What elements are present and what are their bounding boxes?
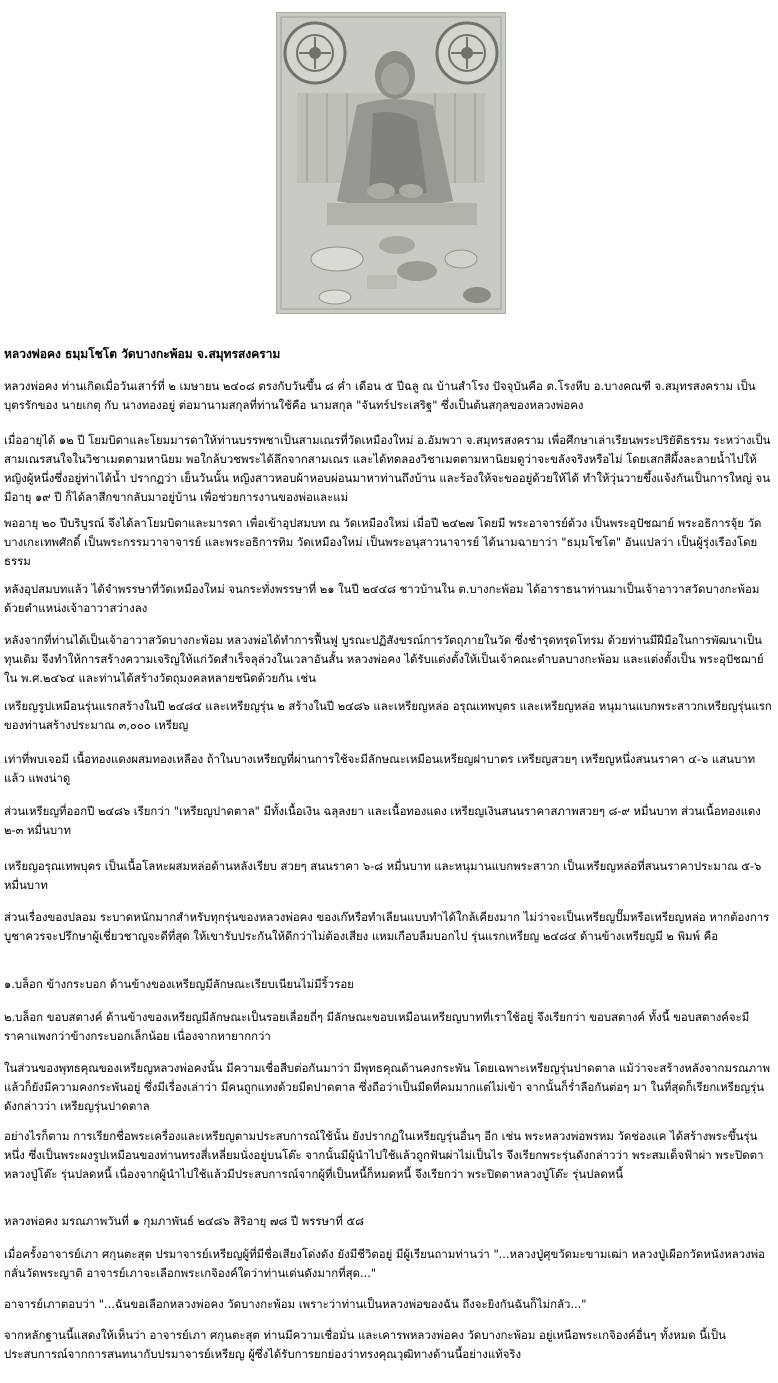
article-paragraph: เหรียญอรุณเทพบุตร เป็นเนื้อโลหะผสมหล่อด้านหลังเรียบ สวยๆ สนนราคา ๖-๘ หมื่นบาท และหนุมานแบกพระสาวก เป็นเหรียญหล่อที่สนนราคาประมาณ ๕-๖ หมื่นบาท: [4, 859, 762, 892]
article-paragraph: เหรียญรูปเหมือนรุ่นแรกสร้างในปี ๒๔๘๔ และเหรียญรุ่น ๒ สร้างในปี ๒๔๘๖ และเหรียญหล่อ อรุณเทพบุตร และเหรียญหล่อ หนุมานแบกพระสาวกเหรียญรุ่นแรกของท่านสร้างประมาณ ๓,๐๐๐ เหรียญ: [4, 699, 772, 732]
article-paragraph: หลวงพ่อคง มรณภาพวันที่ ๑ กุมภาพันธ์ ๒๔๘๖ สิริอายุ ๗๘ ปี พรรษาที่ ๕๘: [4, 1214, 364, 1228]
article-paragraph: หลังอุปสมบทแล้ว ได้จำพรรษาที่วัดเหมืองใหม่ จนกระทั่งพรรษาที่ ๒๑ ในปี ๒๔๔๘ ชาวบ้านใน ต.บางกะพ้อม ได้อาราธนาท่านมาเป็นเจ้าอาวาสวัดบางกะพ้อม ด้วยตำแหน่งเจ้าอาวาสว่างลง: [4, 582, 760, 615]
article-paragraph: หลังจากที่ท่านได้เป็นเจ้าอาวาสวัดบางกะพ้อม หลวงพ่อได้ทำการฟื้นฟู บูรณะปฏิสังขรณ์การวัตถุภายในวัด ซึ่งชำรุดทรุดโทรม ด้วยท่านมีฝีมือในการพัฒนาเป็นทุนเดิม จึงทำให้การสร้างความเจริญให้แก่วัดสำเร็จลุล่วงในเวลาอันสั้น หลวงพ่อคง ได้รับแต่งตั้งให้เป็นเจ้าคณะตำบลบางกะพ้อม และแต่งตั้งเป็น พระอุปัชฌาย์ ใน พ.ศ.๒๔๖๔ และท่านได้สร้างวัตถุมงคลหลายชนิดด้วยกัน เช่น: [4, 633, 764, 685]
article-paragraph: ๒.บล็อก ขอบสตางค์ ด้านข้างของเหรียญมีลักษณะเป็นรอยเลื่อยถี่ๆ มีลักษณะขอบเหมือนเหรียญบาทที่เราใช้อยู่ จึงเรียกว่า ขอบสตางค์ ทั้งนี้ ขอบสตางค์จะมีราคาแพงกว่าข้างกระบอกเล็กน้อย เนื่องจากหายากกว่า: [4, 1010, 750, 1043]
article-title: หลวงพ่อคง ธมฺมโชโต วัดบางกะพ้อม จ.สมุทรสงคราม: [4, 347, 281, 361]
article-paragraph: ส่วนเรื่องของปลอม ระบาดหนักมากสำหรับทุกรุ่นของหลวงพ่อคง ของเก๊หรือทำเลียนแบบทำได้ใกล้เคียงมาก ไม่ว่าจะเป็นเหรียญปั๊มหรือเหรียญหล่อ หากต้องการบูชาควรจะปรึกษาผู้เชี่ยวชาญจะดีที่สุด ให้เขารับประกันให้ดีกว่าไม่ต้องเสียง แหมเกือบลืมบอกไป รุ่นแรกเหรียญ ๒๔๘๔ ด้านข้างเหรียญมี ๒ พิมพ์ คือ: [4, 910, 770, 943]
article-paragraph: ในส่วนของพุทธคุณของเหรียญหลวงพ่อคงนั้น มีความเชื่อสืบต่อกันมาว่า มีพุทธคุณด้านคงกระพัน โดยเฉพาะเหรียญรุ่นปาดตาล แม้ว่าจะสร้างหลังจากมรณภาพแล้วก็ยังมีความคงกระพันอยู่ ซึ่งมีเรื่องเล่าว่า มีคนถูกแทงด้วยมีดปาดตาล ซึ่งถือว่าเป็นมีดที่คมมากแต่ไม่เข้า จากนั้นก็ร่ำลือกันต่อๆ มา ในที่สุดก็เรียกเหรียญรุ่นดังกล่าวว่า เหรียญรุ่นปาดตาล: [4, 1061, 771, 1113]
article-paragraph: อย่างไรก็ตาม การเรียกชื่อพระเครื่องและเหรียญตามประสบการณ์ใช้นั้น ยังปรากฏในเหรียญรุ่นอื่นๆ อีก เช่น พระหลวงพ่อพรหม วัดช่องแค ได้สร้างพระขึ้นรุ่นหนึ่ง ซึ่งเป็นพระผงรูปเหมือนของท่านทรงสี่เหลี่ยมนั่งอยู่บนโต๊ะ จากนั้นมีผู้นำไปใช้แล้วถูกฟันผ่าไม่เป็นไร จึงเรียกพระรุ่นดังกล่าวว่า พระสมเด็จฟ้าผ่า พระปิดตาหลวงปู่โต๊ะ รุ่นปลดหนี้ เนื่องจากผู้นำไปใช้แล้วมีประสบการณ์จากผู้ที่เป็นหนี้ก็หมดหนี้ จึงเรียกว่า พระปิดตาหลวงปู่โต๊ะ รุ่นปลดหนี้: [4, 1129, 764, 1181]
article-paragraph: ๑.บล็อก ข้างกระบอก ด้านข้างของเหรียญมีลักษณะเรียบเนียนไม่มีริ้วรอย: [4, 977, 354, 991]
article-paragraph: พออายุ ๒๐ ปีบริบูรณ์ จึงได้ลาโยมบิดาและมารดา เพื่อเข้าอุปสมบท ณ วัดเหมืองใหม่ เมื่อปี ๒๔๒๗ โดยมี พระอาจารย์ด้วง เป็นพระอุปัชฌาย์ พระอธิการจุ้ย วัดบางเกะเทพศักดิ์ เป็นพระกรรมวาจาจารย์ และพระอธิการทิม วัดเหมืองใหม่ เป็นพระอนุสาวนาจารย์ ได้นามฉายาว่า "ธมฺมโชโต" อันแปลว่า เป็นผู้รุ่งเรืองโดยธรรม: [4, 516, 762, 568]
article-paragraph: จากหลักฐานนี้แสดงให้เห็นว่า อาจารย์เภา ศกุนตะสุต ท่านมีความเชื่อมั่น และเคารพหลวงพ่อคง วัดบางกะพ้อม อยู่เหนือพระเกจิองค์อื่นๆ ทั้งหมด นี้เป็นประสบการณ์จากการสนทนากับปรมาจารย์เหรียญ ผู้ซึ่งได้รับการยกย่องว่าทรงคุณวุฒิทางด้านนี้อย่างแท้จริง: [4, 1328, 726, 1361]
monk-portrait-image: [277, 13, 505, 313]
article-paragraph: เมื่อครั้งอาจารย์เภา ศกุนตะสุต ปรมาจารย์เหรียญผู้ที่มีชื่อเสียงโด่งดัง ยังมีชีวิตอยู่ มีผู้เรียนถามท่านว่า "...หลวงปู่ศุขวัดมะขามเฒ่า หลวงปู่เผือกวัดหนังหลวงพ่อกลั่นวัดพระญาติ อาจารย์เภาจะเลือกพระเกจิองค์ใดว่าท่านเด่นดังมากที่สุด...": [4, 1247, 765, 1280]
article-paragraph: เท่าที่พบเจอมี เนื้อทองแดงผสมทองเหลือง ถ้าในบางเหรียญที่ผ่านการใช้จะมีลักษณะเหมือนเหรียญฝาบาตร เหรียญสวยๆ เหรียญหนึ่งสนนราคา ๔-๖ แสนบาทแล้ว แพงน่าดู: [4, 752, 756, 785]
article-paragraph: ส่วนเหรียญที่ออกปี ๒๔๘๖ เรียกว่า "เหรียญปาดตาล" มีทั้งเนื้อเงิน ฉลุลงยา และเนื้อทองแดง เหรียญเงินสนนราคาสภาพสวยๆ ๘-๙ หมื่นบาท ส่วนเนื้อทองแดง ๒-๓ หมื่นบาท: [4, 804, 761, 837]
monk-portrait-photo: [276, 12, 506, 314]
article-paragraph: หลวงพ่อคง ท่านเกิดเมื่อวันเสาร์ที่ ๒ เมษายน ๒๔๐๘ ตรงกับวันขึ้น ๘ ค่ำ เดือน ๕ ปีฉลู ณ บ้านสำโรง ปัจจุบันคือ ต.โรงหีบ อ.บางคณฑี จ.สมุทรสงคราม เป็นบุตรรักของ นายเกตุ กับ นางทองอยู่ ต่อมานามสกุลที่ท่านใช้คือ นามสกุล "จันทร์ประเสริฐ" ซึ่งเป็นต้นสกุลของหลวงพ่อคง: [4, 379, 756, 412]
article-paragraph: อาจารย์เภาตอบว่า "...ฉันขอเลือกหลวงพ่อคง วัดบางกะพ้อม เพราะว่าท่านเป็นหลวงพ่อของฉัน ถึงจะยิงกันฉันก็ไม่กลัว...": [4, 1297, 587, 1311]
article-paragraph: เมื่ออายุได้ ๑๒ ปี โยมบิดาและโยมมารดาให้ท่านบรรพชาเป็นสามเณรที่วัดเหมืองใหม่ อ.อัมพวา จ.สมุทรสงคราม เพื่อศึกษาเล่าเรียนพระปริยัติธรรม ระหว่างเป็นสามเณรสนใจในวิชาเมตตามหานิยม พอใกล้บวชพระได้ลึกจากสามเณร และได้ทดลองวิชาเมตตามหานิยมดูว่าจะขลังจริงหรือไม่ โดยเสกสีผึ้งละลายน้ำไปให้หญิงผู้หนึ่งซึ่งอยู่ท่าเได้น้ำ ปรากฏว่า เย็นวันนั้น หญิงสาวหอบผ้าหอบผ่อนมาหาท่านถึงบ้าน และร้องให้จะขออยู่ด้วยให้ได้ ทำให้วุ่นวายขึ้งแจ้งกันเป็นการใหญ่ จนมีอายุ ๑๙ ปี ก็ได้ลาสึกขากลับมาอยู่บ้าน เพื่อช่วยการงานของพ่อและแม่: [4, 433, 771, 504]
